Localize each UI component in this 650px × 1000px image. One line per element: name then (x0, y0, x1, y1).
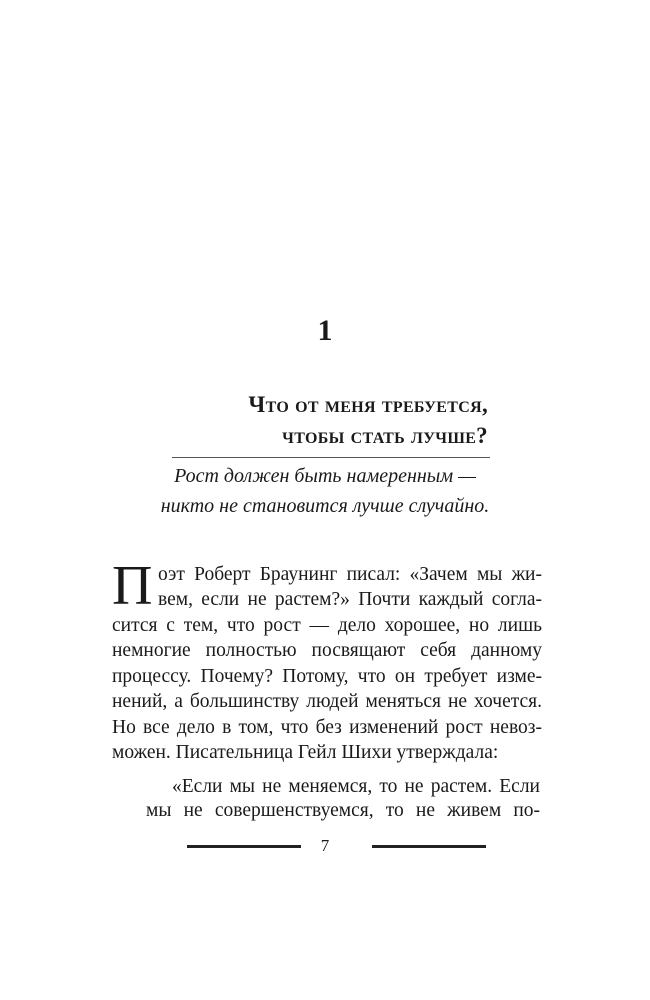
body-line: Но все дело в том, что без изменений рост невоз- (112, 717, 542, 738)
body-line: можен. Писательница Гейл Шихи утверждала: (112, 742, 499, 763)
body-line: вем, если не растем?» Почти каждый согла- (158, 589, 542, 610)
quote-line: мы не совершенствуемся, то не живем по- (146, 800, 540, 821)
body-line: оэт Роберт Браунинг писал: «Зачем мы жи- (158, 564, 542, 585)
body-line: процессу. Почему? Потому, что он требует изме- (112, 666, 542, 687)
chapter-subtitle-line-2: никто не становится лучше случайно. (160, 495, 490, 517)
chapter-subtitle-line-1: Рост должен быть намеренным — (174, 465, 476, 487)
title-rule (172, 457, 490, 458)
page-number: 7 (320, 836, 330, 855)
chapter-title-line-2: чтобы стать лучше? (282, 423, 488, 448)
footer-rule-right (372, 845, 486, 848)
chapter-title-line-1: Что от меня требуется, (248, 392, 488, 417)
body-line: немногие полностью посвящают себя данному (112, 640, 542, 661)
drop-cap: П (112, 555, 153, 617)
body-line: нений, а большинству людей меняться не хочется. (112, 691, 542, 712)
body-line: сится с тем, что рост — дело хорошее, но лишь (112, 615, 542, 636)
chapter-number: 1 (317, 314, 333, 347)
quote-line: «Если мы не меняемся, то не растем. Если (172, 776, 540, 797)
